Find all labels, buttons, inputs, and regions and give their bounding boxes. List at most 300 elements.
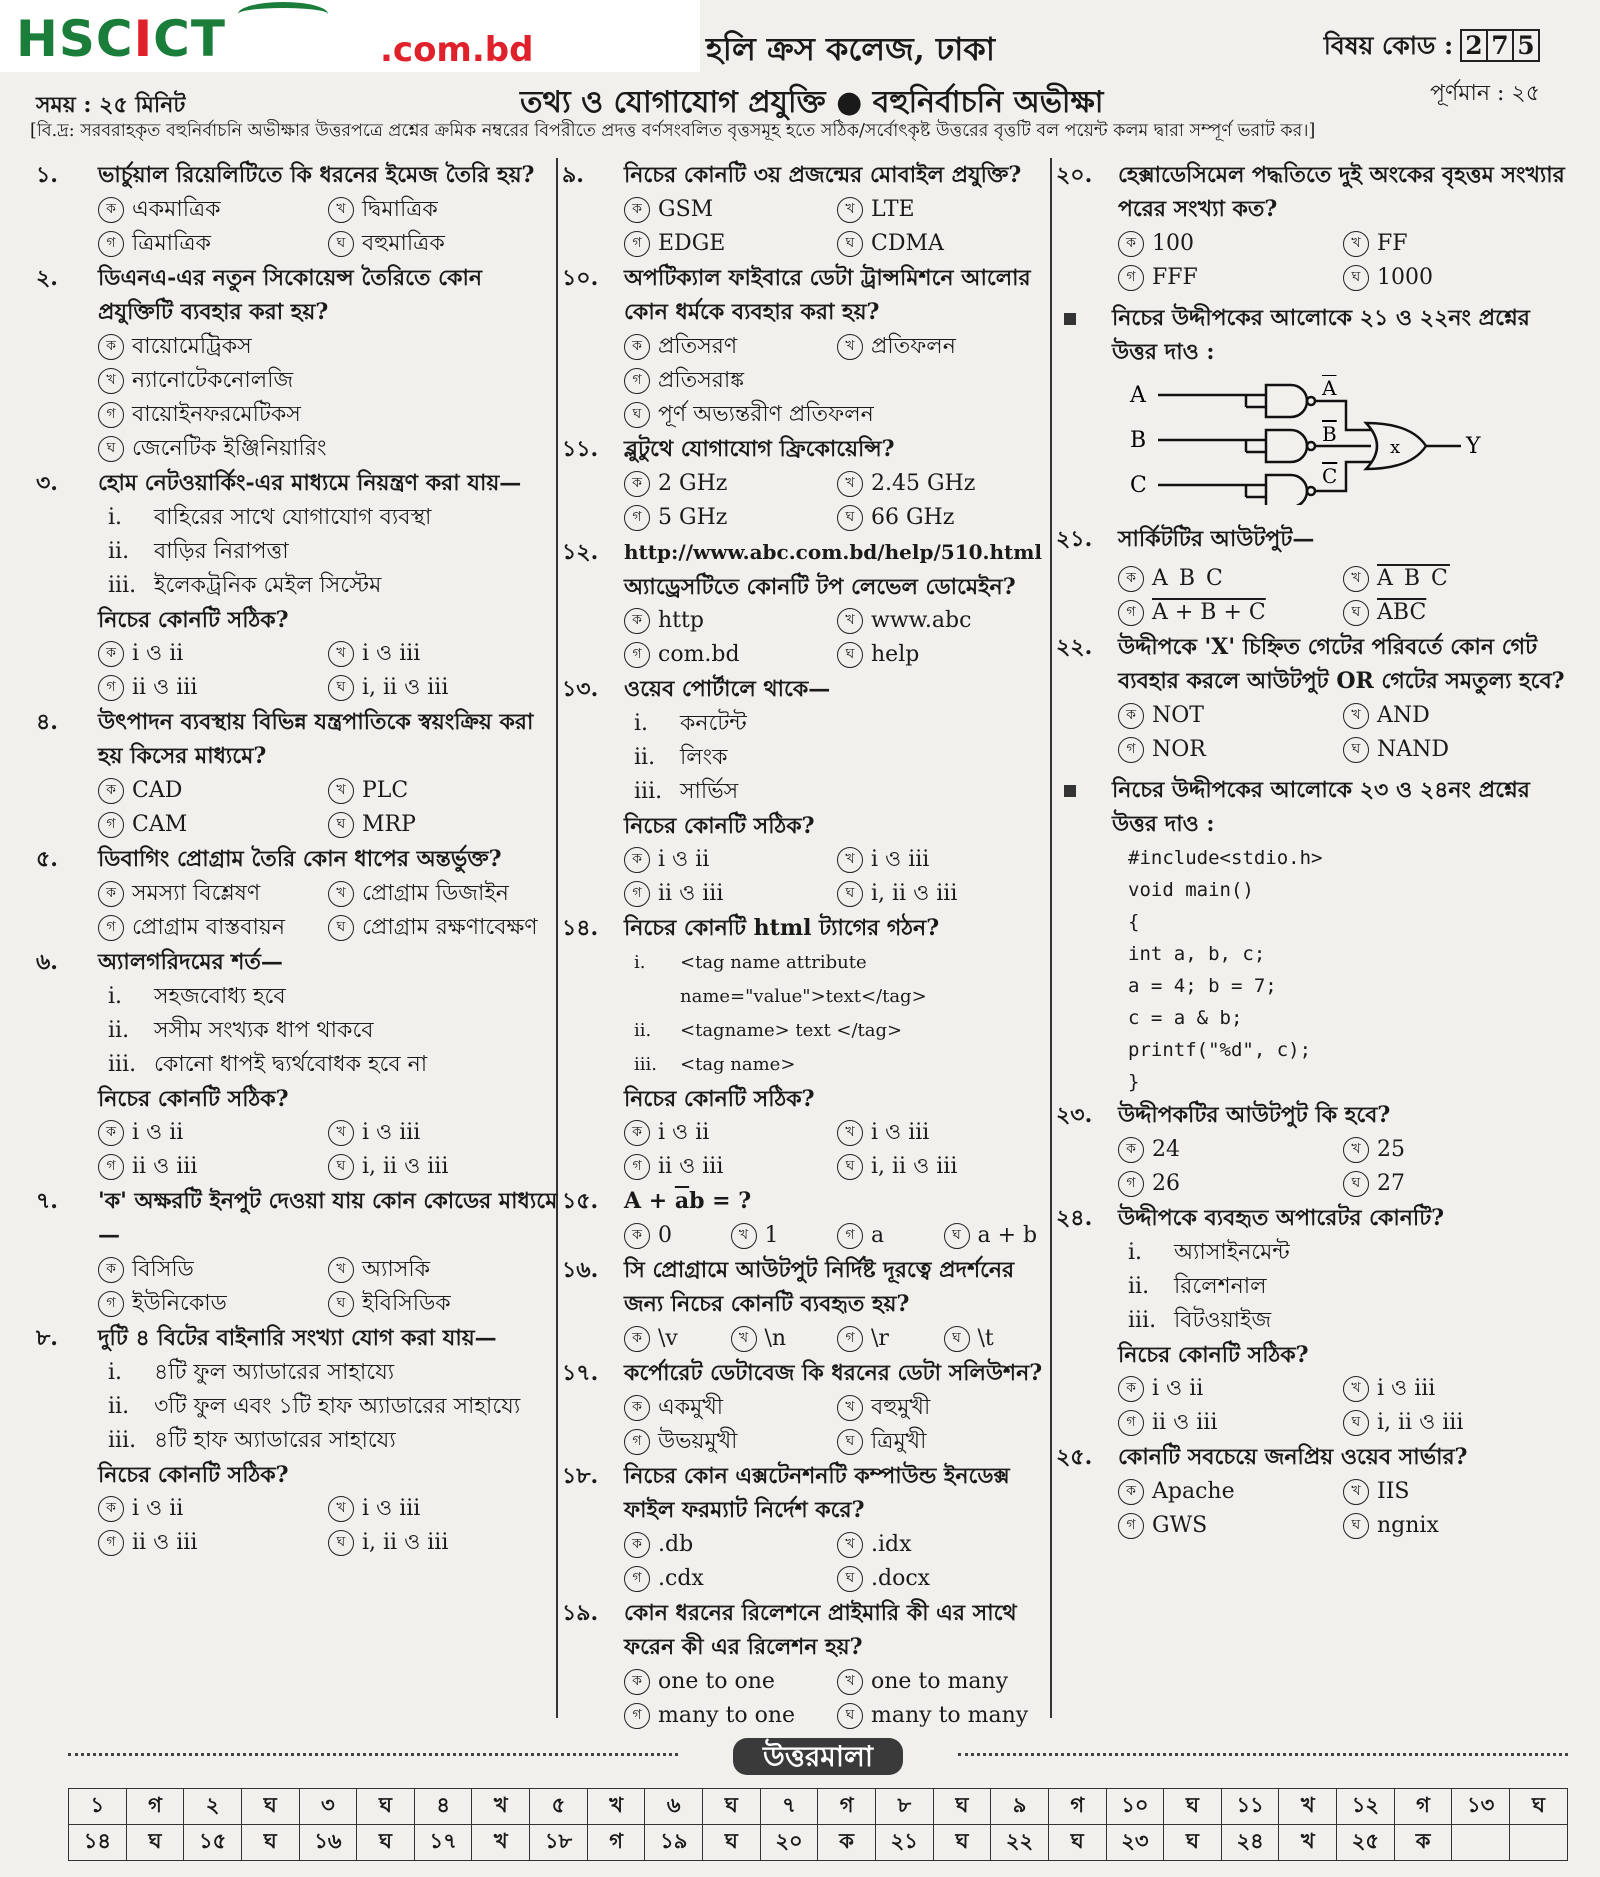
option-ga[interactable]: [624, 1699, 837, 1733]
text: \n: [764, 1326, 787, 1351]
option-ga[interactable]: [624, 1425, 837, 1459]
text: $\overline{ABC}$: [1377, 600, 1427, 625]
answer-number-cell: ১৭: [414, 1825, 472, 1861]
option-kha[interactable]: [328, 774, 558, 808]
answer-letter-cell: [1510, 1825, 1568, 1861]
text: ii ও iii: [1152, 1410, 1218, 1435]
option-gha[interactable]: [328, 1526, 558, 1560]
option-ka[interactable]: [624, 1219, 731, 1253]
option-marker: খ: [328, 881, 354, 907]
options: [562, 193, 1050, 261]
text: প্রতিসরাঙ্ক: [658, 368, 744, 393]
text: 2 GHz: [658, 471, 728, 496]
option-kha[interactable]: [837, 1665, 1050, 1699]
options: [36, 774, 558, 842]
text: অ্যাসাইনমেন্ট: [1174, 1240, 1290, 1265]
option-marker: ক: [624, 1669, 650, 1695]
text: 27: [1377, 1171, 1405, 1196]
option-marker: ঘ: [837, 505, 863, 531]
option-ka[interactable]: [98, 1492, 328, 1526]
answer-number-cell: ১৬: [299, 1825, 357, 1861]
text: 1000: [1377, 265, 1433, 290]
question-number: ১৩.: [562, 676, 599, 702]
option-ka[interactable]: [98, 637, 328, 671]
option-ga[interactable]: [98, 808, 328, 842]
exam-time: সময় : ২৫ মিনিট: [36, 92, 186, 118]
text: বাড়ির নিরাপত্তা: [154, 539, 289, 564]
question-14: [562, 911, 1050, 945]
option-marker: খ: [837, 1120, 863, 1146]
option-gha[interactable]: [328, 1150, 558, 1184]
option-marker: খ: [1343, 566, 1369, 592]
question-text: উৎপাদন ব্যবস্থায় বিভিন্ন যন্ত্রপাতিকে স্বয়ংক্রিয় করা হয় কিসের মাধ্যমে?: [98, 709, 534, 769]
option-ka[interactable]: [1118, 1133, 1343, 1167]
options: [562, 467, 1050, 535]
question-number: ১৬.: [562, 1257, 599, 1283]
option-ga[interactable]: [98, 227, 328, 261]
question-text: হেক্সাডেসিমেল পদ্ধতিতে দুই অংকের বৃহত্তম সংখ্যার পরের সংখ্যা কত?: [1118, 162, 1565, 222]
option-kha[interactable]: [731, 1322, 838, 1356]
options: [1056, 699, 1568, 767]
input-b-label: B: [1130, 428, 1147, 453]
logo-text: HSCICT: [16, 10, 226, 68]
option-marker: ক: [624, 608, 650, 634]
option-marker: গ: [98, 675, 124, 701]
options: [562, 1322, 1050, 1356]
code-line: a = 4; b = 7;: [1128, 975, 1277, 997]
statement: [562, 707, 1050, 741]
question-number: ১৪.: [562, 915, 599, 941]
answer-number-cell: ২৪: [1221, 1825, 1279, 1861]
option-gha[interactable]: [328, 808, 558, 842]
text: PLC: [362, 778, 409, 803]
options: [36, 1116, 558, 1184]
option-kha[interactable]: [1343, 562, 1568, 596]
option-marker: খ: [837, 1669, 863, 1695]
option-ka[interactable]: [1118, 227, 1343, 261]
statement-number: i.: [108, 505, 123, 530]
text: help: [871, 642, 920, 667]
text: ii ও iii: [658, 881, 724, 906]
question-text: নিচের উদ্দীপকের আলোকে ২১ ও ২২নং প্রশ্নের উত্তর দাও :: [1112, 305, 1530, 365]
text: GSM: [658, 197, 714, 222]
option-gha[interactable]: [837, 877, 1050, 911]
option-marker: ঘ: [837, 881, 863, 907]
text: many to many: [871, 1703, 1029, 1728]
answer-letter-cell: খ: [472, 1825, 530, 1861]
statement: [562, 775, 1050, 809]
options: [562, 1391, 1050, 1459]
option-ga[interactable]: [624, 1562, 837, 1596]
text: a: [871, 1223, 885, 1248]
option-kha[interactable]: [1343, 699, 1568, 733]
text: 66 GHz: [871, 505, 955, 530]
option-kha[interactable]: [328, 1492, 558, 1526]
option-marker: ঘ: [944, 1326, 970, 1352]
option-kha[interactable]: [837, 1116, 1050, 1150]
option-kha[interactable]: [1343, 1372, 1568, 1406]
option-ga[interactable]: [624, 1150, 837, 1184]
options: [36, 193, 558, 261]
option-gha[interactable]: [624, 398, 1050, 432]
option-marker: গ: [624, 1154, 650, 1180]
option-ka[interactable]: [624, 467, 837, 501]
option-gha[interactable]: [837, 501, 1050, 535]
text: GWS: [1152, 1513, 1208, 1538]
option-ka[interactable]: [1118, 1372, 1343, 1406]
question-2: [36, 261, 558, 329]
option-kha[interactable]: [328, 877, 558, 911]
question-text: নিচের কোনটি html ট্যাগের গঠন?: [624, 915, 940, 941]
option-ka[interactable]: [1118, 562, 1343, 596]
text: LTE: [871, 197, 915, 222]
answer-letter-cell: ঘ: [933, 1789, 991, 1825]
text: i ও ii: [1152, 1376, 1204, 1401]
option-ka[interactable]: [1118, 699, 1343, 733]
code-line: }: [1128, 1071, 1140, 1093]
option-ga[interactable]: [98, 1150, 328, 1184]
text: i, ii ও iii: [362, 675, 449, 700]
option-marker: খ: [837, 471, 863, 497]
option-marker: গ: [624, 505, 650, 531]
option-marker: গ: [837, 1326, 863, 1352]
options: [36, 1492, 558, 1560]
question-text: কোন ধরনের রিলেশনে প্রাইমারি কী এর সাথে ফরেন কী এর রিলেশন হয়?: [624, 1600, 1017, 1660]
subject-code-digit: 7: [1486, 29, 1514, 62]
option-marker: খ: [1343, 231, 1369, 257]
subject-code-digit: 2: [1460, 29, 1488, 62]
question-number: ১৯.: [562, 1600, 599, 1626]
option-gha[interactable]: [328, 227, 558, 261]
option-marker: খ: [731, 1223, 757, 1249]
column-divider: [1050, 158, 1052, 1718]
subject-code: [1324, 26, 1540, 69]
option-gha[interactable]: [944, 1219, 1051, 1253]
option-marker: ঘ: [98, 436, 124, 462]
option-gha[interactable]: [837, 638, 1050, 672]
option-gha[interactable]: [1343, 1406, 1568, 1440]
option-ka[interactable]: [98, 193, 328, 227]
option-marker: ক: [624, 1395, 650, 1421]
option-ga[interactable]: [1118, 1509, 1343, 1543]
option-marker: ঘ: [624, 402, 650, 428]
option-kha[interactable]: [98, 364, 558, 398]
code-line: c = a & b;: [1128, 1007, 1243, 1029]
stimulus-2: [1056, 773, 1568, 841]
option-ka[interactable]: [624, 1528, 837, 1562]
answer-letter-cell: ঘ: [357, 1789, 415, 1825]
option-gha[interactable]: [328, 911, 558, 945]
statement-number: i.: [634, 952, 646, 973]
option-kha[interactable]: [837, 193, 1050, 227]
answer-number-cell: ২২: [991, 1825, 1049, 1861]
option-ka[interactable]: [624, 843, 837, 877]
text: বাহিরের সাথে যোগাযোগ ব্যবস্থা: [154, 505, 432, 530]
option-marker: খ: [328, 1496, 354, 1522]
option-ka[interactable]: [98, 330, 558, 364]
text: ii ও iii: [132, 1154, 198, 1179]
sub-question: নিচের কোনটি সঠিক?: [98, 607, 289, 633]
option-marker: ঘ: [837, 231, 863, 257]
option-marker: ঘ: [1343, 737, 1369, 763]
statement-number: i.: [108, 984, 123, 1009]
text: \r: [871, 1326, 889, 1351]
option-kha[interactable]: [837, 604, 1050, 638]
gate-x-label: x: [1390, 437, 1401, 458]
option-gha[interactable]: [837, 1425, 1050, 1459]
option-gha[interactable]: [1343, 733, 1568, 767]
option-ka[interactable]: [624, 1391, 837, 1425]
option-ka[interactable]: [624, 1116, 837, 1150]
option-gha[interactable]: [837, 1150, 1050, 1184]
text: FFF: [1152, 265, 1198, 290]
question-24: [1056, 1201, 1568, 1235]
option-gha[interactable]: [837, 1562, 1050, 1596]
option-ga[interactable]: [1118, 596, 1343, 630]
question-10: [562, 261, 1050, 329]
option-kha[interactable]: [837, 1528, 1050, 1562]
option-kha[interactable]: [837, 330, 1050, 364]
text: প্রোগ্রাম বাস্তবায়ন: [132, 915, 285, 940]
option-ka[interactable]: [624, 1665, 837, 1699]
answer-letter-cell: ঘ: [933, 1825, 991, 1861]
option-gha[interactable]: [328, 1287, 558, 1321]
option-marker: গ: [98, 231, 124, 257]
option-ga[interactable]: [98, 911, 328, 945]
option-ka[interactable]: [98, 1116, 328, 1150]
option-ga[interactable]: [98, 1287, 328, 1321]
option-marker: ঘ: [328, 915, 354, 941]
text: i, ii ও iii: [1377, 1410, 1464, 1435]
table-row: [69, 1789, 1568, 1825]
option-ga[interactable]: [624, 501, 837, 535]
option-kha[interactable]: [328, 1253, 558, 1287]
text: A B C: [1377, 566, 1450, 591]
answer-number-cell: ১৯: [645, 1825, 703, 1861]
option-marker: গ: [624, 1566, 650, 1592]
c-bar-label: C: [1322, 464, 1338, 488]
question-number: ৮.: [36, 1325, 58, 1351]
question-3: [36, 466, 558, 500]
option-marker: ক: [98, 641, 124, 667]
statement: [36, 1048, 558, 1082]
option-marker: ঘ: [328, 1291, 354, 1317]
full-marks: পূর্ণমান : ২৫: [1430, 81, 1540, 106]
text: <tag name>: [680, 1054, 796, 1075]
question-number: ৩.: [36, 470, 58, 496]
option-kha[interactable]: [837, 467, 1050, 501]
option-marker: খ: [837, 1532, 863, 1558]
question-text: নিচের কোনটি ৩য় প্রজন্মের মোবাইল প্রযুক্তি?: [624, 162, 1022, 188]
option-ga[interactable]: [98, 671, 328, 705]
text: 26: [1152, 1171, 1180, 1196]
options: [562, 1665, 1050, 1733]
option-marker: খ: [328, 197, 354, 223]
option-ga[interactable]: [98, 398, 558, 432]
option-kha[interactable]: [328, 1116, 558, 1150]
text: ইউনিকোড: [132, 1291, 227, 1316]
text: অ্যাসকি: [362, 1257, 431, 1282]
text: i ও iii: [871, 847, 930, 872]
answer-letter-cell: খ: [1279, 1825, 1337, 1861]
option-marker: গ: [98, 915, 124, 941]
college-name: হলি ক্রস কলেজ, ঢাকা: [706, 30, 996, 68]
option-marker: ঘ: [1343, 1410, 1369, 1436]
option-marker: ঘ: [1343, 1513, 1369, 1539]
option-kha[interactable]: [1343, 1475, 1568, 1509]
option-marker: ঘ: [328, 812, 354, 838]
statement: [36, 1014, 558, 1048]
option-ka[interactable]: [98, 774, 328, 808]
text: i ও iii: [1377, 1376, 1436, 1401]
question-number: ১৮.: [562, 1463, 599, 1489]
option-ga[interactable]: [624, 364, 1050, 398]
question-text: ডিএনএ-এর নতুন সিকোয়েন্স তৈরিতে কোন প্রযুক্তিটি ব্যবহার করা হয়?: [98, 265, 482, 325]
column-3: [1056, 158, 1568, 1543]
option-ga[interactable]: [837, 1322, 944, 1356]
option-ga[interactable]: [837, 1219, 944, 1253]
option-gha[interactable]: [328, 671, 558, 705]
question-number: ১০.: [562, 265, 599, 291]
option-ka[interactable]: [98, 1253, 328, 1287]
option-kha[interactable]: [731, 1219, 838, 1253]
option-ga[interactable]: [1118, 1167, 1343, 1201]
statement-number: i.: [634, 711, 649, 736]
option-gha[interactable]: [837, 227, 1050, 261]
text: একমাত্রিক: [132, 197, 221, 222]
option-marker: খ: [837, 197, 863, 223]
option-kha[interactable]: [837, 1391, 1050, 1425]
answer-number-cell: ৮: [875, 1789, 933, 1825]
options: [1056, 1133, 1568, 1201]
answer-number-cell: [1452, 1825, 1510, 1861]
option-marker: ক: [98, 1120, 124, 1146]
option-marker: খ: [731, 1326, 757, 1352]
statement: [36, 1390, 558, 1424]
text: MRP: [362, 812, 416, 837]
text: EDGE: [658, 231, 726, 256]
text: i ও ii: [132, 641, 184, 666]
question-20: [1056, 158, 1568, 226]
answer-letter-cell: ঘ: [126, 1825, 184, 1861]
option-marker: খ: [328, 778, 354, 804]
text: প্রোগ্রাম ডিজাইন: [362, 881, 509, 906]
option-kha[interactable]: [837, 843, 1050, 877]
answer-number-cell: ৩: [299, 1789, 357, 1825]
question-text: ওয়েব পোর্টালে থাকে—: [624, 676, 831, 702]
question-text: নিচের উদ্দীপকের আলোকে ২৩ ও ২৪নং প্রশ্নের উত্তর দাও :: [1112, 777, 1530, 837]
subject-code-digit: 5: [1512, 29, 1540, 62]
answer-letter-cell: ক: [1394, 1825, 1452, 1861]
option-gha[interactable]: [944, 1322, 1051, 1356]
option-marker: খ: [328, 1120, 354, 1146]
option-gha[interactable]: [98, 432, 558, 466]
question-number: ২২.: [1056, 634, 1093, 660]
option-ka[interactable]: [98, 877, 328, 911]
option-ga[interactable]: [624, 877, 837, 911]
sub-question: নিচের কোনটি সঠিক?: [624, 813, 815, 839]
question-21: [1056, 522, 1568, 556]
question-text: কর্পোরেট ডেটাবেজ কি ধরনের ডেটা সলিউশন?: [624, 1360, 1043, 1386]
text: কনটেন্ট: [680, 711, 747, 736]
option-ga[interactable]: [1118, 733, 1343, 767]
option-kha[interactable]: [328, 637, 558, 671]
option-ka[interactable]: [624, 1322, 731, 1356]
option-kha[interactable]: [328, 193, 558, 227]
dotted-rule: [68, 1753, 678, 1756]
option-kha[interactable]: [1343, 1133, 1568, 1167]
option-marker: খ: [837, 1395, 863, 1421]
option-ka[interactable]: [1118, 1475, 1343, 1509]
question-text: দুটি ৪ বিটের বাইনারি সংখ্যা যোগ করা যায়—: [98, 1325, 497, 1351]
statement: [36, 980, 558, 1014]
text: i ও ii: [658, 847, 710, 872]
options: [1056, 562, 1568, 630]
option-gha[interactable]: [1343, 1509, 1568, 1543]
text: ii ও iii: [132, 675, 198, 700]
text: i, ii ও iii: [871, 1154, 958, 1179]
option-ga[interactable]: [1118, 261, 1343, 295]
answer-letter-cell: ঘ: [1164, 1789, 1222, 1825]
option-gha[interactable]: [1343, 596, 1568, 630]
option-ga[interactable]: [624, 638, 837, 672]
option-gha[interactable]: [1343, 1167, 1568, 1201]
option-marker: ক: [98, 197, 124, 223]
question-number: ১.: [36, 162, 58, 188]
answer-letter-cell: ঘ: [241, 1789, 299, 1825]
statement-number: ii.: [634, 1020, 652, 1041]
question-number: ২০.: [1056, 162, 1093, 188]
option-ga[interactable]: [624, 227, 837, 261]
options: [1056, 227, 1568, 295]
column-1: [36, 158, 558, 1560]
text: NOR: [1152, 737, 1206, 762]
answer-letter-cell: ঘ: [703, 1789, 761, 1825]
option-ga[interactable]: [98, 1526, 328, 1560]
code-line: printf("%d", c);: [1128, 1039, 1312, 1061]
option-marker: ঘ: [837, 1154, 863, 1180]
text: বায়োইনফরমেটিকস: [132, 402, 301, 427]
option-ka[interactable]: [624, 330, 837, 364]
square-bullet-icon: [1064, 785, 1076, 797]
option-ka[interactable]: [624, 604, 837, 638]
question-number: ১৫.: [562, 1188, 599, 1214]
question-9: [562, 158, 1050, 192]
statement-number: ii.: [108, 1018, 130, 1043]
code-line: {: [1128, 911, 1140, 933]
question-text: সি প্রোগ্রামে আউটপুট নির্দিষ্ট দূরত্বে প্রদর্শনের জন্য নিচের কোনটি ব্যবহৃত হয়?: [624, 1257, 1015, 1317]
site-logo: [0, 0, 700, 72]
answer-letter-cell: ঘ: [357, 1825, 415, 1861]
option-gha[interactable]: [837, 1699, 1050, 1733]
question-11: [562, 432, 1050, 466]
question-text: উদ্দীপকে 'X' চিহ্নিত গেটের পরিবর্তে কোন গেট ব্যবহার করলে আউটপুট OR গেটের সমতুল্য হবে?: [1118, 634, 1565, 694]
option-kha[interactable]: [1343, 227, 1568, 261]
text: ত্রিমাত্রিক: [132, 231, 211, 256]
text: একমুখী: [658, 1395, 724, 1420]
option-marker: ঘ: [837, 1566, 863, 1592]
statement-number: iii.: [108, 1428, 137, 1453]
option-marker: খ: [837, 334, 863, 360]
option-ka[interactable]: [624, 193, 837, 227]
question-7: [36, 1184, 558, 1252]
question-text: অ্যালগরিদমের শর্ত—: [98, 949, 283, 975]
option-ga[interactable]: [1118, 1406, 1343, 1440]
answer-key-title: উত্তরমালা: [68, 1735, 1568, 1782]
answer-number-cell: ১৮: [530, 1825, 588, 1861]
text: <tagname> text </tag>: [680, 1020, 903, 1041]
option-gha[interactable]: [1343, 261, 1568, 295]
